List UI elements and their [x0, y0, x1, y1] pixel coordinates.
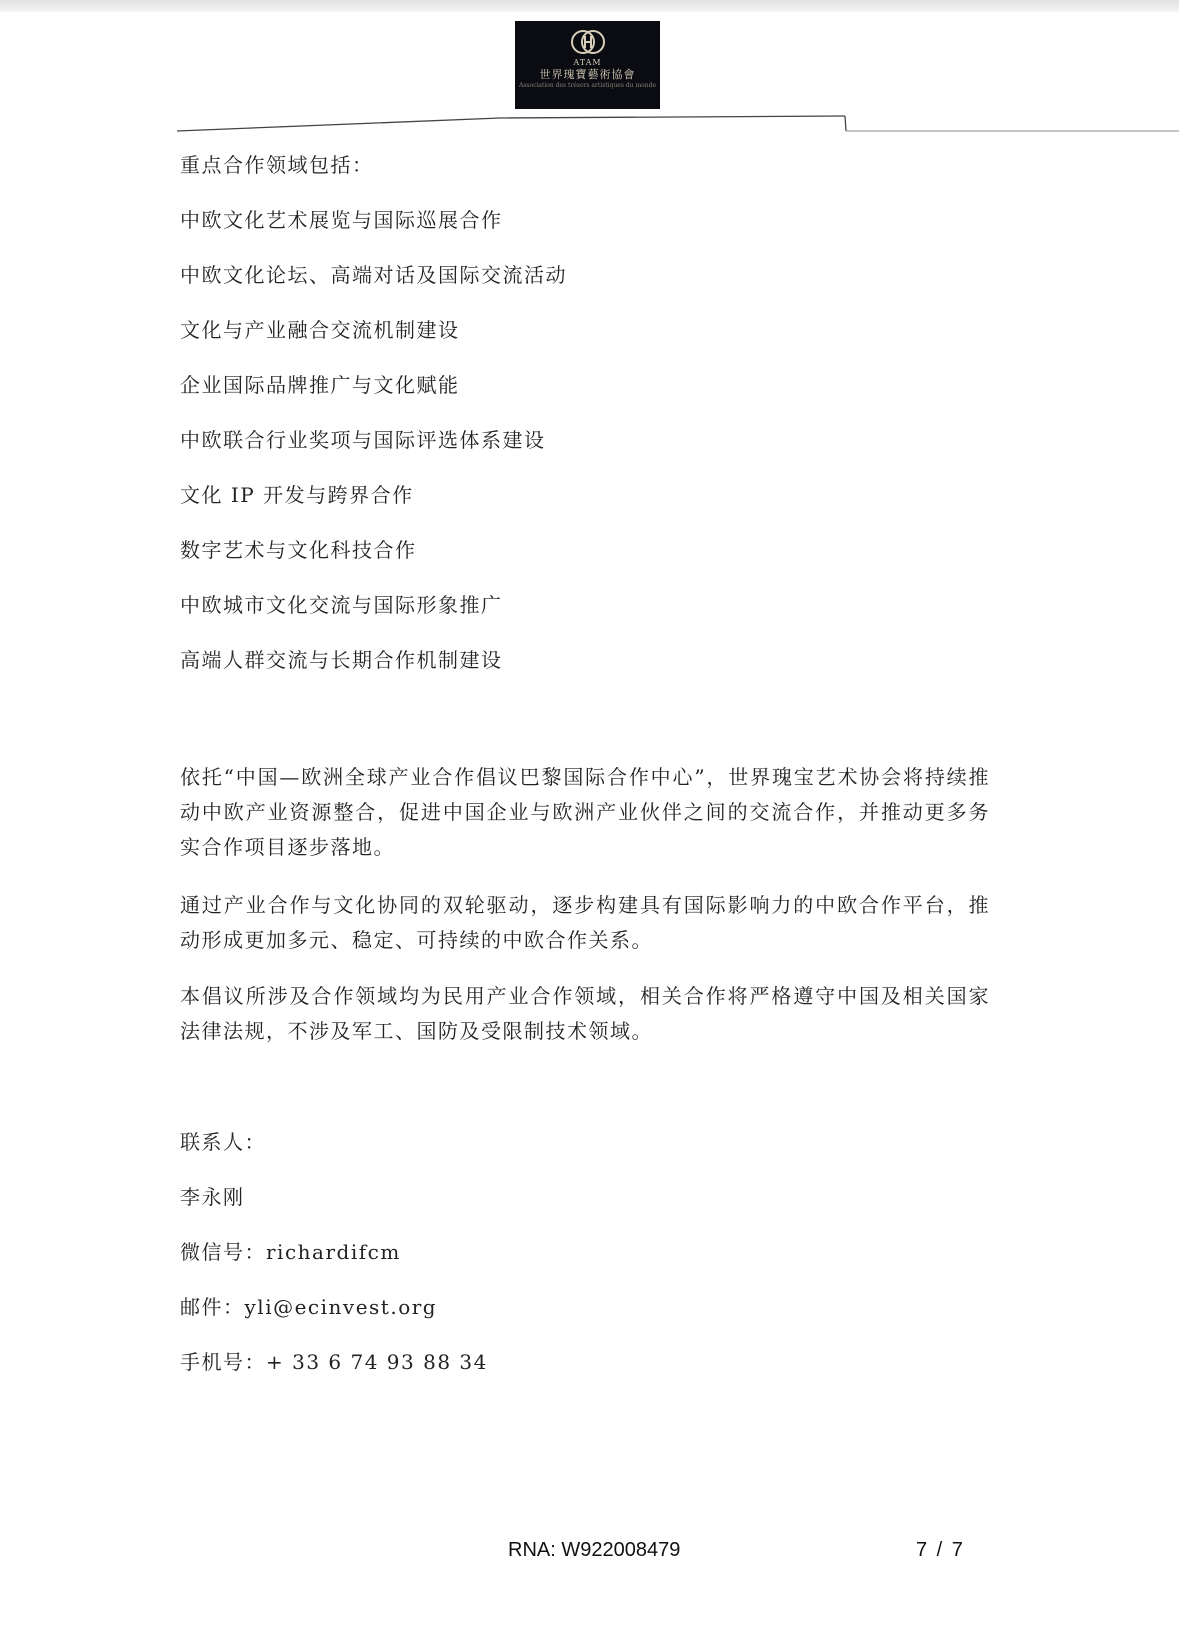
paragraph-dual-drive: 通过产业合作与文化协同的双轮驱动，逐步构建具有国际影响力的中欧合作平台，推动形成更加多元、稳定、可持续的中欧合作关系。: [180, 893, 990, 952]
list-item: 企业国际品牌推广与文化赋能: [180, 373, 460, 397]
list-item: 中欧文化论坛、高端对话及国际交流活动: [180, 263, 567, 287]
logo-french-name: Association des trésors artistiques du monde: [518, 82, 657, 89]
logo-abbreviation: ATAM: [573, 58, 602, 67]
header-divider: [0, 0, 1179, 140]
contact-email: 邮件：yli@ecinvest.org: [180, 1295, 438, 1319]
list-item: 文化与产业融合交流机制建设: [180, 318, 460, 342]
list-item: 文化 IP 开发与跨界合作: [180, 483, 414, 507]
logo-chinese-name: 世界瑰寶藝術協會: [539, 68, 636, 81]
list-item: 数字艺术与文化科技合作: [180, 538, 417, 562]
contact-wechat: 微信号：richardifcm: [180, 1240, 401, 1264]
list-item: 中欧联合行业奖项与国际评选体系建设: [180, 428, 546, 452]
paragraph-paris-center: 依托“中国—欧洲全球产业合作倡议巴黎国际合作中心”，世界瑰宝艺术协会将持续推动中欧产业资源整合，促进中国企业与欧洲产业伙伴之间的交流合作，并推动更多务实合作项目逐步落地。: [180, 765, 990, 859]
paragraph-civil-scope: 本倡议所涉及合作领域均为民用产业合作领域，相关合作将严格遵守中国及相关国家法律法规，不涉及军工、国防及受限制技术领域。: [180, 984, 990, 1043]
footer-page-number: 7 / 7: [916, 1539, 963, 1561]
contact-name: 李永刚: [180, 1185, 245, 1209]
list-item: 中欧文化艺术展览与国际巡展合作: [180, 208, 503, 232]
contact-label: 联系人：: [180, 1130, 266, 1154]
footer-rna-number: RNA: W922008479: [508, 1539, 681, 1561]
contact-phone: 手机号：+ 33 6 74 93 88 34: [180, 1350, 488, 1374]
focus-heading: 重点合作领域包括：: [180, 153, 374, 177]
list-item: 中欧城市文化交流与国际形象推广: [180, 593, 503, 617]
list-item: 高端人群交流与长期合作机制建设: [180, 648, 503, 672]
